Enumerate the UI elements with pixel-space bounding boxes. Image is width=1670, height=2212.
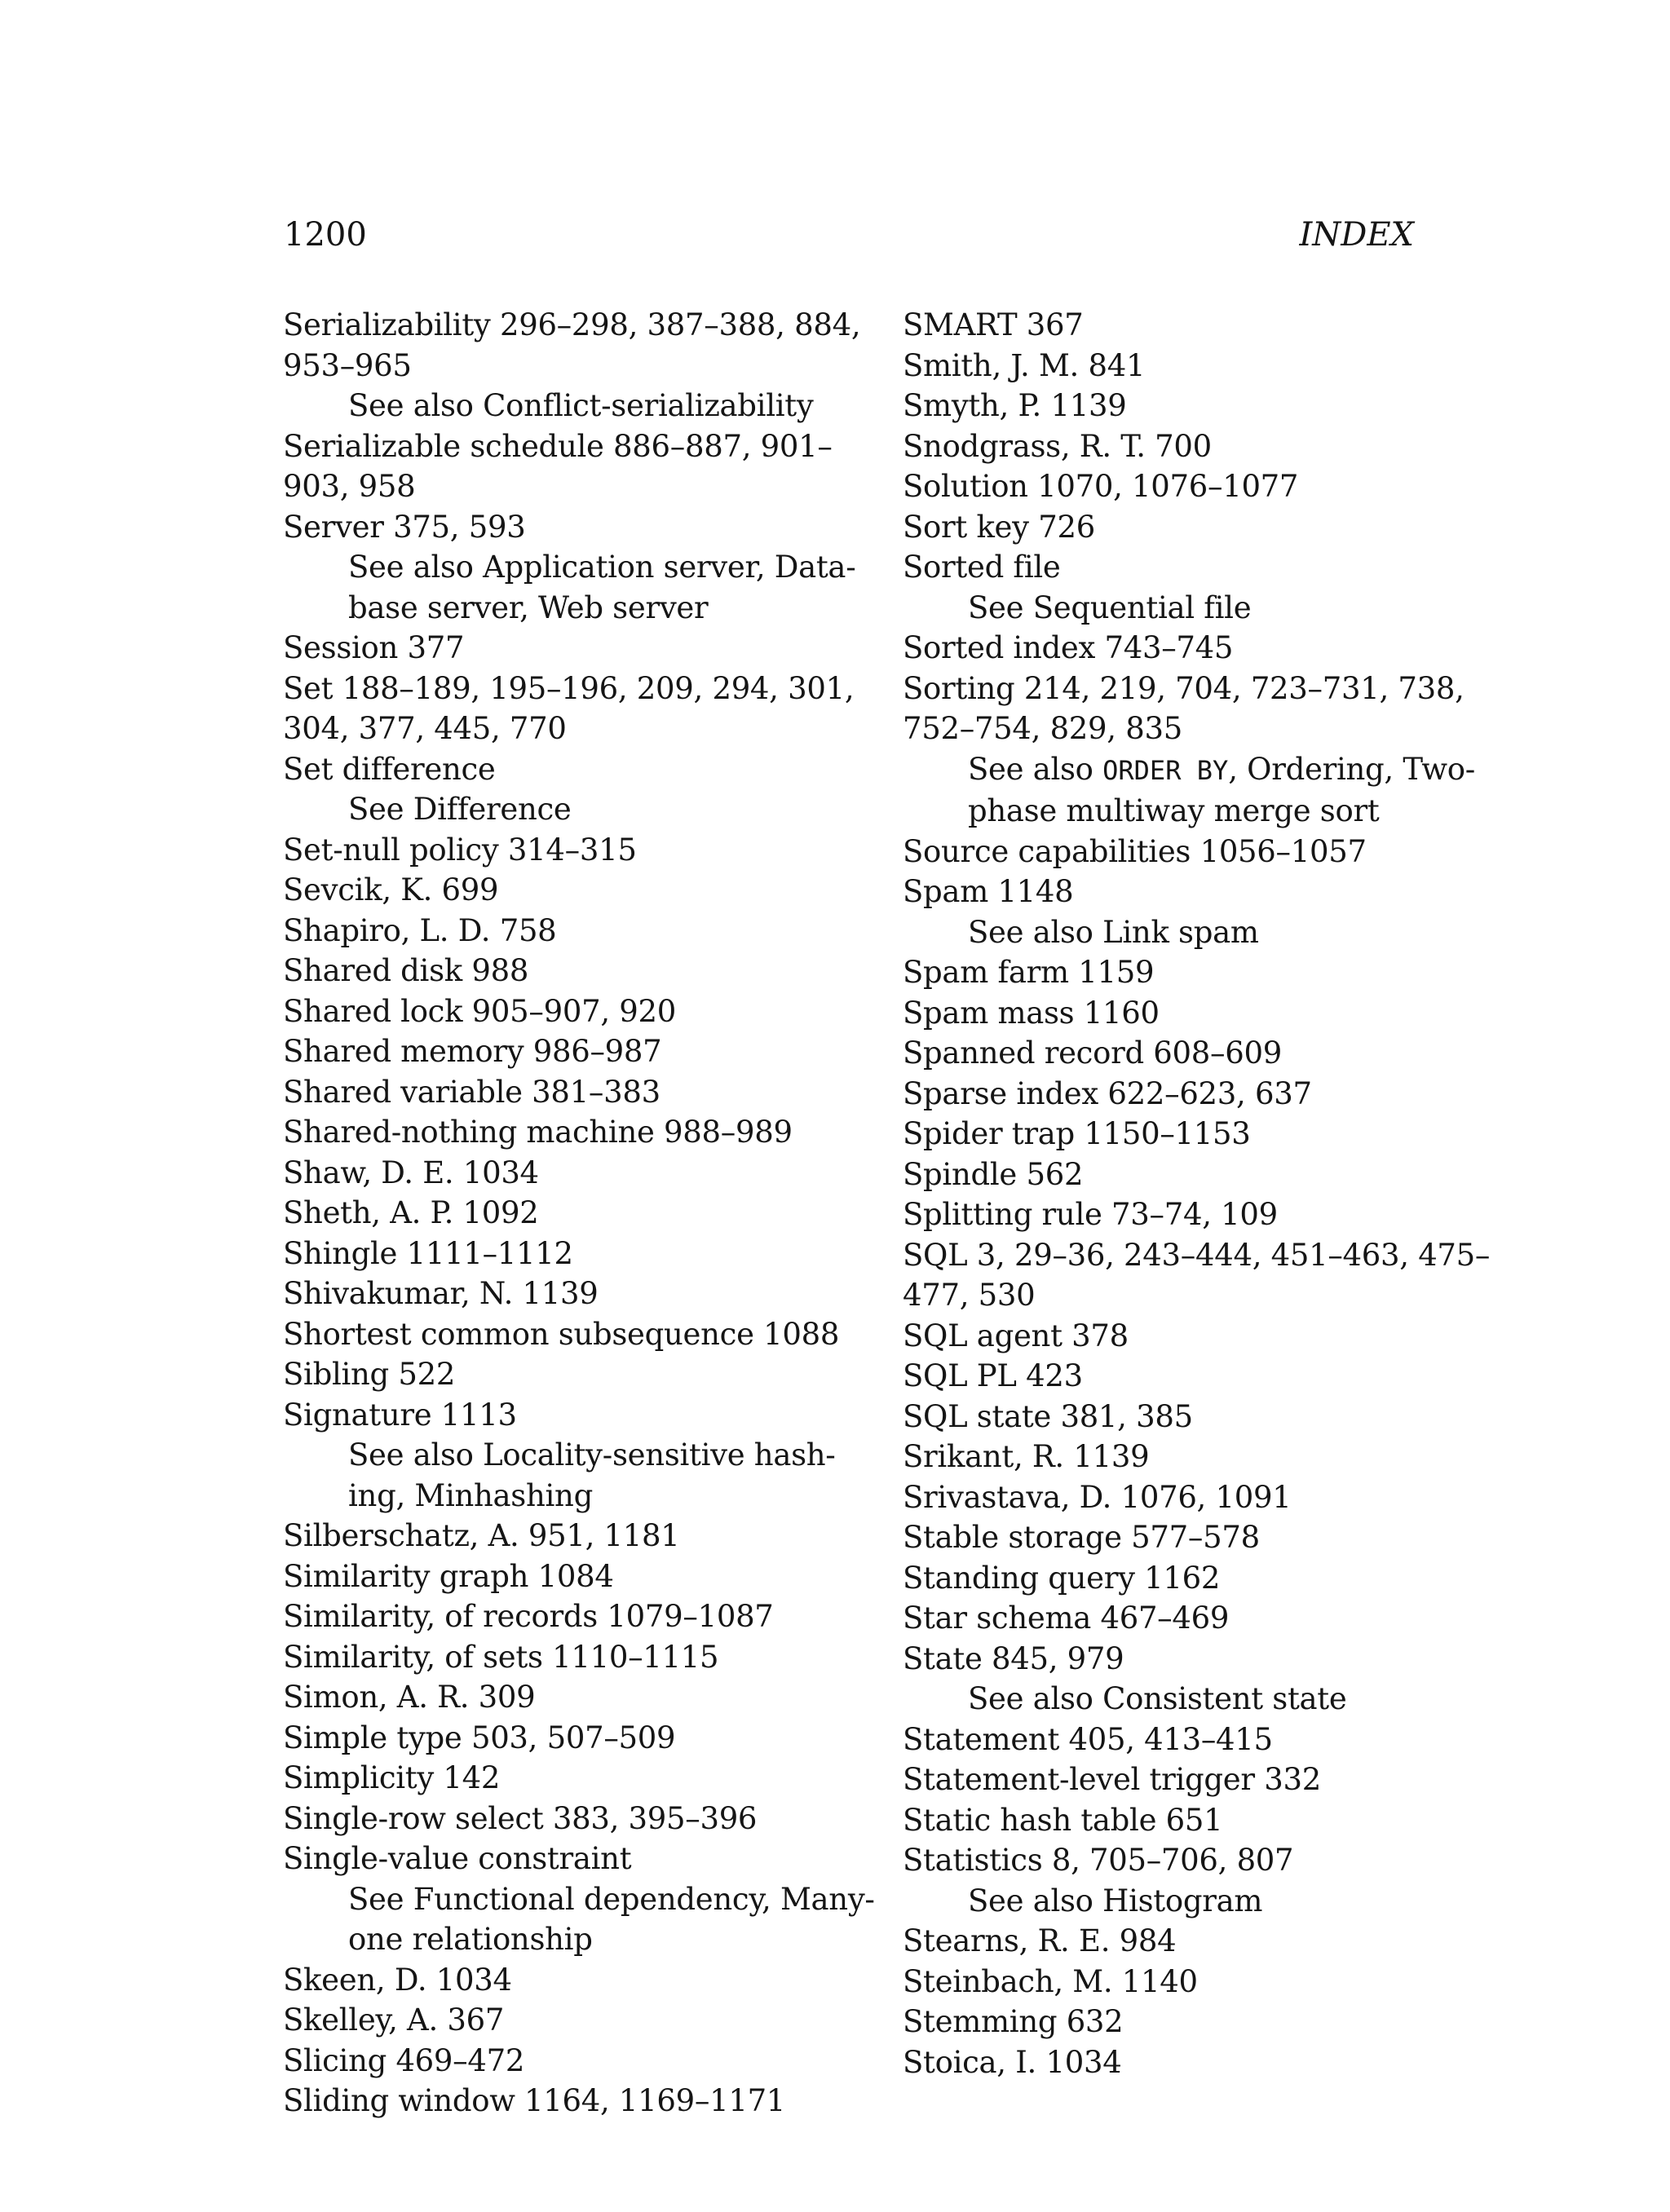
index-entry-line: ing, Minhashing [348,1477,593,1513]
index-entry-line: Slicing 469–472 [283,2042,525,2078]
index-entry [903,1921,1473,1962]
index-entry [283,507,846,548]
index-entry-line: Shared-nothing machine 988–989 [283,1115,793,1150]
index-subentry [903,912,1473,953]
index-subentry [903,1881,1473,1922]
index-entry-line: Star schema 467–469 [903,1600,1230,1636]
index-entry-line: Similarity, of records 1079–1087 [283,1599,774,1634]
index-entry-line: Shapiro, L. D. 758 [283,912,557,948]
index-entry [903,1800,1473,1841]
index-entry [283,628,846,669]
index-entry-line: Simon, A. R. 309 [283,1680,536,1715]
index-entry-line: Silberschatz, A. 951, 1181 [283,1518,680,1553]
index-entry [283,830,846,871]
index-entry [903,1235,1491,1316]
index-subentry [903,1679,1473,1720]
index-entry-line: Signature 1113 [283,1397,517,1433]
index-entry-line: Sheth, A. P. 1092 [283,1195,539,1230]
index-entry-line: Splitting rule 73–74, 109 [903,1197,1278,1232]
index-entry-line: Simple type 503, 507–509 [283,1720,676,1755]
index-entry-line: Srivastava, D. 1076, 1091 [903,1479,1292,1515]
index-entry-line: Similarity, of sets 1110–1115 [283,1639,719,1675]
index-entry-line: Static hash table 651 [903,1802,1223,1838]
index-entry-line: Standing query 1162 [903,1560,1221,1596]
index-entry-line: See also Consistent state [968,1681,1347,1716]
index-entry-line: 477, 530 [903,1278,1036,1313]
index-entry-line: Smith, J. M. 841 [903,347,1146,383]
page-number: 1200 [284,216,367,254]
index-entry-line: Spider trap 1150–1153 [903,1116,1251,1151]
running-head: INDEX [1299,216,1414,254]
index-entry [903,466,1473,507]
index-entry [903,547,1473,588]
index-subentry [283,1435,846,1516]
index-entry-line: Shared memory 986–987 [283,1034,662,1069]
index-subentry [283,547,856,628]
index-entry-line: Spam mass 1160 [903,995,1160,1031]
index-entry [283,870,846,911]
index-entry-line: Simplicity 142 [283,1760,501,1795]
index-entry [903,952,1473,993]
index-entry [283,2000,846,2041]
index-entry-line: Serializable schedule 886–887, 901– [283,428,833,464]
index-entry-line: SQL 3, 29–36, 243–444, 451–463, 475– [903,1237,1491,1273]
index-entry [283,951,846,991]
index-entry-line: 752–754, 829, 835 [903,711,1182,746]
index-entry-line: State 845, 979 [903,1640,1124,1676]
index-entry-line: Sibling 522 [283,1357,456,1392]
index-entry [283,2081,846,2121]
index-entry-line: See also Locality-sensitive hash- [348,1437,836,1472]
index-entry [283,426,846,507]
index-entry-line: Stoica, I. 1034 [903,2044,1122,2080]
index-entry-line: Skeen, D. 1034 [283,1962,512,1998]
index-entry-line: Shingle 1111–1112 [283,1235,573,1271]
index-entry [283,1799,846,1839]
index-entry-line: Shaw, D. E. 1034 [283,1155,539,1190]
index-entry [903,2002,1473,2042]
index-entry-line: 953–965 [283,347,412,383]
index-entry-line: Sorting 214, 219, 704, 723–731, 738, [903,670,1465,706]
index-entry [283,2041,846,2082]
index-entry-line: Shared disk 988 [283,953,529,988]
index-entry-line: Set-null policy 314–315 [283,832,637,868]
index-entry-line: Sevcik, K. 699 [283,872,499,907]
index-entry [903,507,1473,548]
index-entry-line: Snodgrass, R. T. 700 [903,428,1212,464]
index-entry [903,346,1473,386]
index-entry [903,1316,1473,1357]
index-entry [903,1437,1473,1477]
index-entry-line: Skelley, A. 367 [283,2002,505,2038]
index-entry-line: Single-value constraint [283,1841,632,1876]
index-entry [903,1356,1473,1397]
index-entry-line: Sliding window 1164, 1169–1171 [283,2083,786,2118]
index-entry-line: See also Conflict-serializability [348,388,814,423]
index-column-right [903,305,1491,2082]
index-entry-line: SMART 367 [903,307,1084,342]
index-entry [283,991,846,1032]
index-subentry [903,749,1473,832]
index-subentry [283,789,846,830]
index-entry [903,426,1473,467]
index-entry [903,993,1473,1034]
index-entry-line: Sparse index 622–623, 637 [903,1075,1312,1111]
index-entry [283,1193,846,1234]
index-entry-line: 304, 377, 445, 770 [283,711,567,746]
index-entry [903,1114,1473,1155]
index-entry-line: Stable storage 577–578 [903,1520,1260,1555]
index-entry [903,1074,1473,1115]
index-entry [903,1962,1473,2002]
index-entry [903,1397,1473,1437]
index-entry-line: Sorted index 743–745 [903,630,1234,665]
index-entry-line: phase multiway merge sort [968,793,1380,828]
index-entry [903,1598,1473,1639]
index-entry-line: See Sequential file [968,589,1252,625]
index-entry-line: Shared lock 905–907, 920 [283,993,676,1029]
index-entry-line: See also ORDER BY, Ordering, Two- [968,751,1475,787]
index-entry-line: Similarity graph 1084 [283,1558,614,1594]
index-entry-line: one relationship [348,1922,593,1957]
index-entry [283,1112,846,1153]
index-entry [903,1155,1473,1195]
index-entry [283,911,846,951]
index-entry [283,1274,846,1314]
index-entry-line: base server, Web server [348,589,709,625]
index-entry [283,1758,846,1799]
index-entry-line: Session 377 [283,630,465,665]
index-entry [283,1234,846,1274]
index-entry [903,872,1473,912]
index-entry [903,1720,1473,1760]
index-entry [903,832,1473,872]
index-entry-line: Source capabilities 1056–1057 [903,833,1367,869]
index-entry [903,2042,1473,2083]
index-entry [283,669,855,749]
index-entry-line: See Difference [348,792,572,827]
index-entry [283,305,861,386]
index-entry-line: Stemming 632 [903,2004,1124,2039]
index-entry-line: See also Link spam [968,914,1259,950]
index-entry [283,1314,846,1355]
index-entry [283,1637,846,1678]
index-entry [283,1960,846,2001]
index-entry-line: Statistics 8, 705–706, 807 [903,1843,1294,1878]
index-entry-line: Shortest common subsequence 1088 [283,1316,840,1352]
index-entry [903,1558,1473,1599]
index-entry [283,1839,846,1879]
index-entry [283,1556,846,1597]
index-entry [903,1194,1473,1235]
index-entry [903,669,1473,749]
index-subentry [283,1879,875,1960]
index-entry-line: Steinbach, M. 1140 [903,1963,1198,1999]
index-entry [283,749,846,790]
index-entry-line: Spam farm 1159 [903,955,1155,990]
index-entry-line: Shivakumar, N. 1139 [283,1276,599,1311]
index-subentry [903,588,1473,629]
index-entry [283,1596,846,1637]
index-entry-line: Single-row select 383, 395–396 [283,1800,758,1836]
index-entry-line: Set 188–189, 195–196, 209, 294, 301, [283,670,855,706]
index-entry-line: Set difference [283,751,496,787]
index-entry-line: Shared variable 381–383 [283,1074,660,1110]
index-entry [283,1516,846,1556]
index-entry [903,386,1473,426]
index-entry-line: Spam 1148 [903,874,1074,909]
index-entry-line: SQL PL 423 [903,1358,1083,1393]
index-entry [903,1517,1473,1558]
page-header [284,210,1414,259]
index-entry-line: See also Histogram [968,1883,1263,1918]
index-entry-line: SQL state 381, 385 [903,1398,1193,1434]
index-entry [903,305,1473,346]
index-entry [283,1072,846,1113]
index-entry-line: Server 375, 593 [283,509,526,545]
index-entry [283,1031,846,1072]
index-entry [283,1153,846,1194]
index-entry [283,1718,846,1759]
index-entry [903,1759,1473,1800]
index-entry [283,1395,846,1436]
index-entry-line: Spindle 562 [903,1156,1084,1192]
index-entry [903,1033,1473,1074]
index-entry-line: Srikant, R. 1139 [903,1439,1150,1474]
index-entry-line: Solution 1070, 1076–1077 [903,469,1299,504]
index-entry [283,1677,846,1718]
index-entry-line: See also Application server, Data- [348,550,856,585]
index-entry [903,1840,1473,1881]
index-entry [903,628,1473,669]
index-entry-line: Statement-level trigger 332 [903,1762,1321,1797]
index-entry-line: Stearns, R. E. 984 [903,1923,1177,1958]
index-entry-line: Spanned record 608–609 [903,1035,1282,1071]
index-entry [283,1354,846,1395]
index-subentry [283,386,846,426]
index-entry-line: Sorted file [903,550,1061,585]
index-entry-line: Serializability 296–298, 387–388, 884, [283,307,861,342]
index-entry-line: Smyth, P. 1139 [903,388,1127,423]
index-column-left [283,305,875,2121]
index-entry-line: Statement 405, 413–415 [903,1721,1273,1757]
index-entry-line: See Functional dependency, Many- [348,1881,875,1917]
index-entry-line: 903, 958 [283,469,416,504]
index-entry [903,1639,1473,1680]
index-entry [903,1477,1473,1518]
index-entry-line: Sort key 726 [903,509,1095,545]
index-entry-line: SQL agent 378 [903,1318,1129,1353]
